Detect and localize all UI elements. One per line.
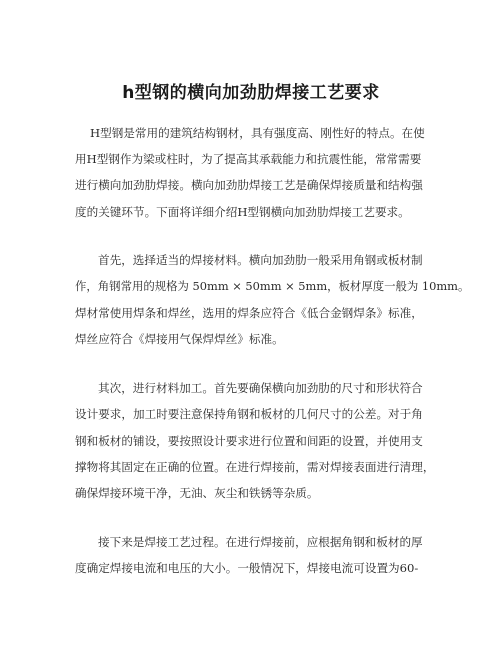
document-title: h型钢的横向加劲肋焊接工艺要求	[122, 83, 380, 103]
paragraph-3-line-2: 设计要求，加工时要注意保持角钢和板材的几何尺寸的公差。对于角	[75, 407, 423, 421]
paragraph-2-line-4: 焊丝应符合《焊接用气保焊焊丝》标准。	[75, 332, 284, 346]
paragraph-3-line-4: 撑物将其固定在正确的位置。在进行焊接前，需对焊接表面进行清理，	[75, 460, 435, 474]
paragraph-1-line-4: 度的关键环节。下面将详细介绍H型钢横向加劲肋焊接工艺要求。	[75, 205, 410, 219]
paragraph-3-line-1: 其次，进行材料加工。首先要确保横向加劲肋的尺寸和形状符合	[98, 381, 423, 395]
paragraph-2-line-3: 焊材常使用焊条和焊丝，选用的焊条应符合《低合金钢焊条》标准，	[75, 306, 423, 320]
paragraph-2-line-2: 作，角钢常用的规格为 50mm × 50mm × 5mm，板材厚度一般为 10mm。	[75, 279, 470, 293]
paragraph-3-line-3: 钢和板材的铺设，要按照设计要求进行位置和间距的设置，并使用支	[75, 434, 423, 448]
paragraph-1-line-3: 进行横向加劲肋焊接。横向加劲肋焊接工艺是确保焊接质量和结构强	[75, 178, 423, 192]
paragraph-4-line-2: 度确定焊接电流和电压的大小。一般情况下，焊接电流可设置为60-	[75, 561, 419, 575]
paragraph-2-line-1: 首先，选择适当的焊接材料。横向加劲肋一般采用角钢或板材制	[98, 253, 423, 267]
paragraph-3-line-5: 确保焊接环境干净，无油、灰尘和铁锈等杂质。	[75, 486, 319, 500]
paragraph-1-line-2: 用H型钢作为梁或柱时，为了提高其承载能力和抗震性能，常常需要	[75, 152, 422, 166]
paragraph-1-line-1: H型钢是常用的建筑结构钢材，具有强度高、刚性好的特点。在使	[90, 126, 425, 140]
paragraph-4-line-1: 接下来是焊接工艺过程。在进行焊接前，应根据角钢和板材的厚	[98, 535, 423, 549]
